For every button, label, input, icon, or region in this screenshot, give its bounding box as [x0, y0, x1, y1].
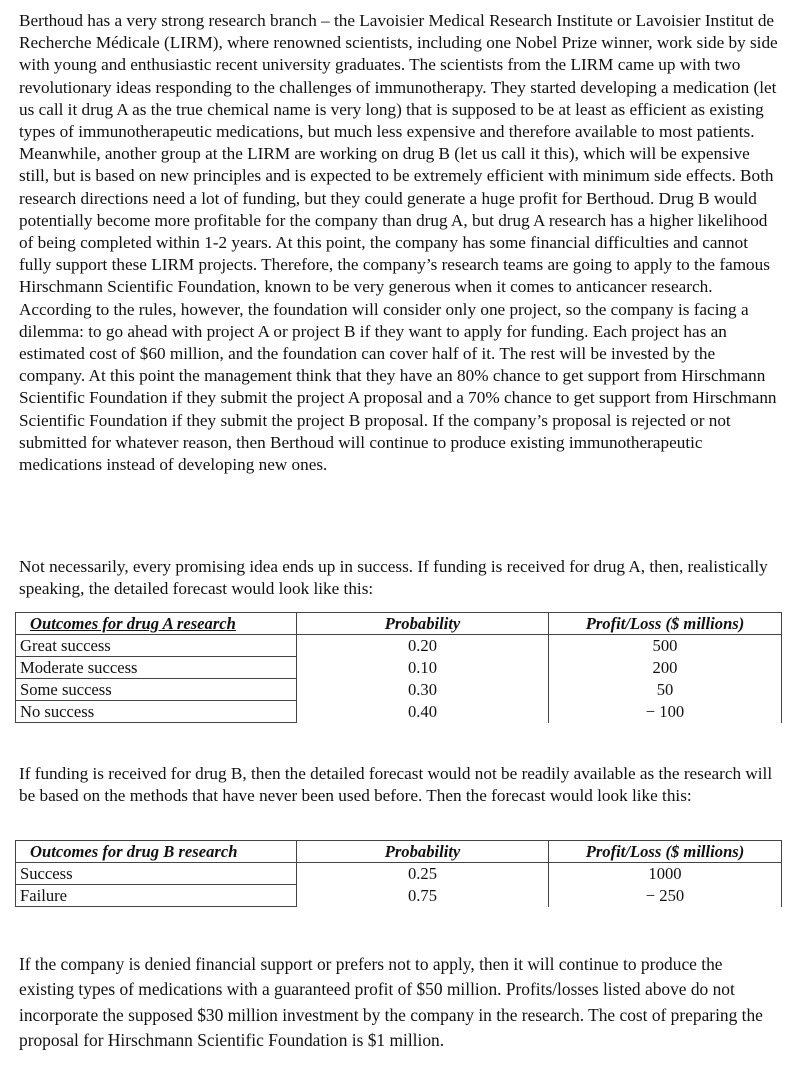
profit-loss-cell: 500 — [549, 635, 782, 657]
table-row — [16, 885, 782, 907]
profit-loss-cell: 1000 — [549, 863, 782, 885]
intro-paragraph: Berthoud has a very strong research branch – the Lavoisier Medical Research Institute or Lavoisier Institut de Recherche Médicale (LIRM), where renowned scientists, including one Nobel Prize winner, work side by side with young and enthusiastic recent university graduates. The scientists from the LIRM came up with two revolutionary ideas responding to the challenges of immunotherapy. They started developing a medication (let us call it drug A as the true chemical name is very long) that is supposed to be at least as efficient as existing types of immunotherapeutic medications, but much less expensive and therefore available to most patients. Meanwhile, another group at the LIRM are working on drug B (let us call it this), which will be expensive still, but is based on new principles and is expected to be extremely efficient with minimum side effects. Both research directions need a lot of funding, but they could generate a huge profit for Berthoud. Drug B would potentially become more profitable for the company than drug A, but drug A research has a higher likelihood of being completed within 1-2 years. At this point, the company has some financial difficulties and cannot fully support these LIRM projects. Therefore, the company’s research teams are going to apply to the famous Hirschmann Scientific Foundation, known to be very generous when it comes to anticancer research. According to the rules, however, the foundation will consider only one project, so the company is facing a dilemma: to go ahead with project A or project B if they want to apply for funding. Each project has an estimated cost of $60 million, and the foundation can cover half of it. The rest will be invested by the company. At this point the management think that they have an 80% chance to get support from Hirschmann Scientific Foundation if they submit the project A proposal and a 70% chance to get support from Hirschmann Scientific Foundation if they submit the project B proposal. If the company’s proposal is rejected or not submitted for whatever reason, then Berthoud will continue to produce existing immunotherapeutic medications instead of developing new ones. — [19, 11, 778, 475]
table-row — [16, 679, 782, 701]
table-header-row — [16, 613, 782, 635]
drug-b-forecast-table — [15, 840, 782, 907]
table-header-row — [16, 841, 782, 863]
column-header-profit-loss: Profit/Loss ($ millions) — [549, 841, 782, 863]
outcome-cell: Success — [16, 863, 297, 885]
probability-cell: 0.20 — [297, 635, 549, 657]
outcome-cell: Some success — [16, 679, 297, 701]
outcome-cell: No success — [16, 701, 297, 723]
probability-cell: 0.40 — [297, 701, 549, 723]
column-header-outcomes: Outcomes for drug B research — [16, 841, 297, 863]
probability-cell: 0.30 — [297, 679, 549, 701]
probability-cell: 0.25 — [297, 863, 549, 885]
profit-loss-cell: − 100 — [549, 701, 782, 723]
column-header-profit-loss: Profit/Loss ($ millions) — [549, 613, 782, 635]
column-header-probability: Probability — [297, 613, 549, 635]
probability-cell: 0.75 — [297, 885, 549, 907]
profit-loss-cell: − 250 — [549, 885, 782, 907]
table-row — [16, 635, 782, 657]
probability-cell: 0.10 — [297, 657, 549, 679]
profit-loss-cell: 50 — [549, 679, 782, 701]
column-header-outcomes: Outcomes for drug A research — [16, 613, 297, 635]
outcome-cell: Great success — [16, 635, 297, 657]
outcome-cell: Moderate success — [16, 657, 297, 679]
table-row — [16, 863, 782, 885]
closing-paragraph: If the company is denied financial support or prefers not to apply, then it will continue to produce the existing types of medications with a guaranteed profit of $50 million. Profits/losses listed above do not incorporate the supposed $30 million investment by the company in the research. The cost of preparing the proposal for Hirschmann Scientific Foundation is $1 million. — [19, 954, 763, 1050]
drug-b-intro-paragraph: If funding is received for drug B, then the detailed forecast would not be readily available as the research will be based on the methods that have never been used before. Then the forecast would look like this: — [19, 764, 773, 806]
drug-a-intro-paragraph: Not necessarily, every promising idea ends up in success. If funding is received for drug A, then, realistically speaking, the detailed forecast would look like this: — [19, 557, 768, 599]
drug-a-forecast-table — [15, 612, 782, 723]
outcome-cell: Failure — [16, 885, 297, 907]
profit-loss-cell: 200 — [549, 657, 782, 679]
column-header-probability: Probability — [297, 841, 549, 863]
table-row — [16, 701, 782, 723]
table-row — [16, 657, 782, 679]
